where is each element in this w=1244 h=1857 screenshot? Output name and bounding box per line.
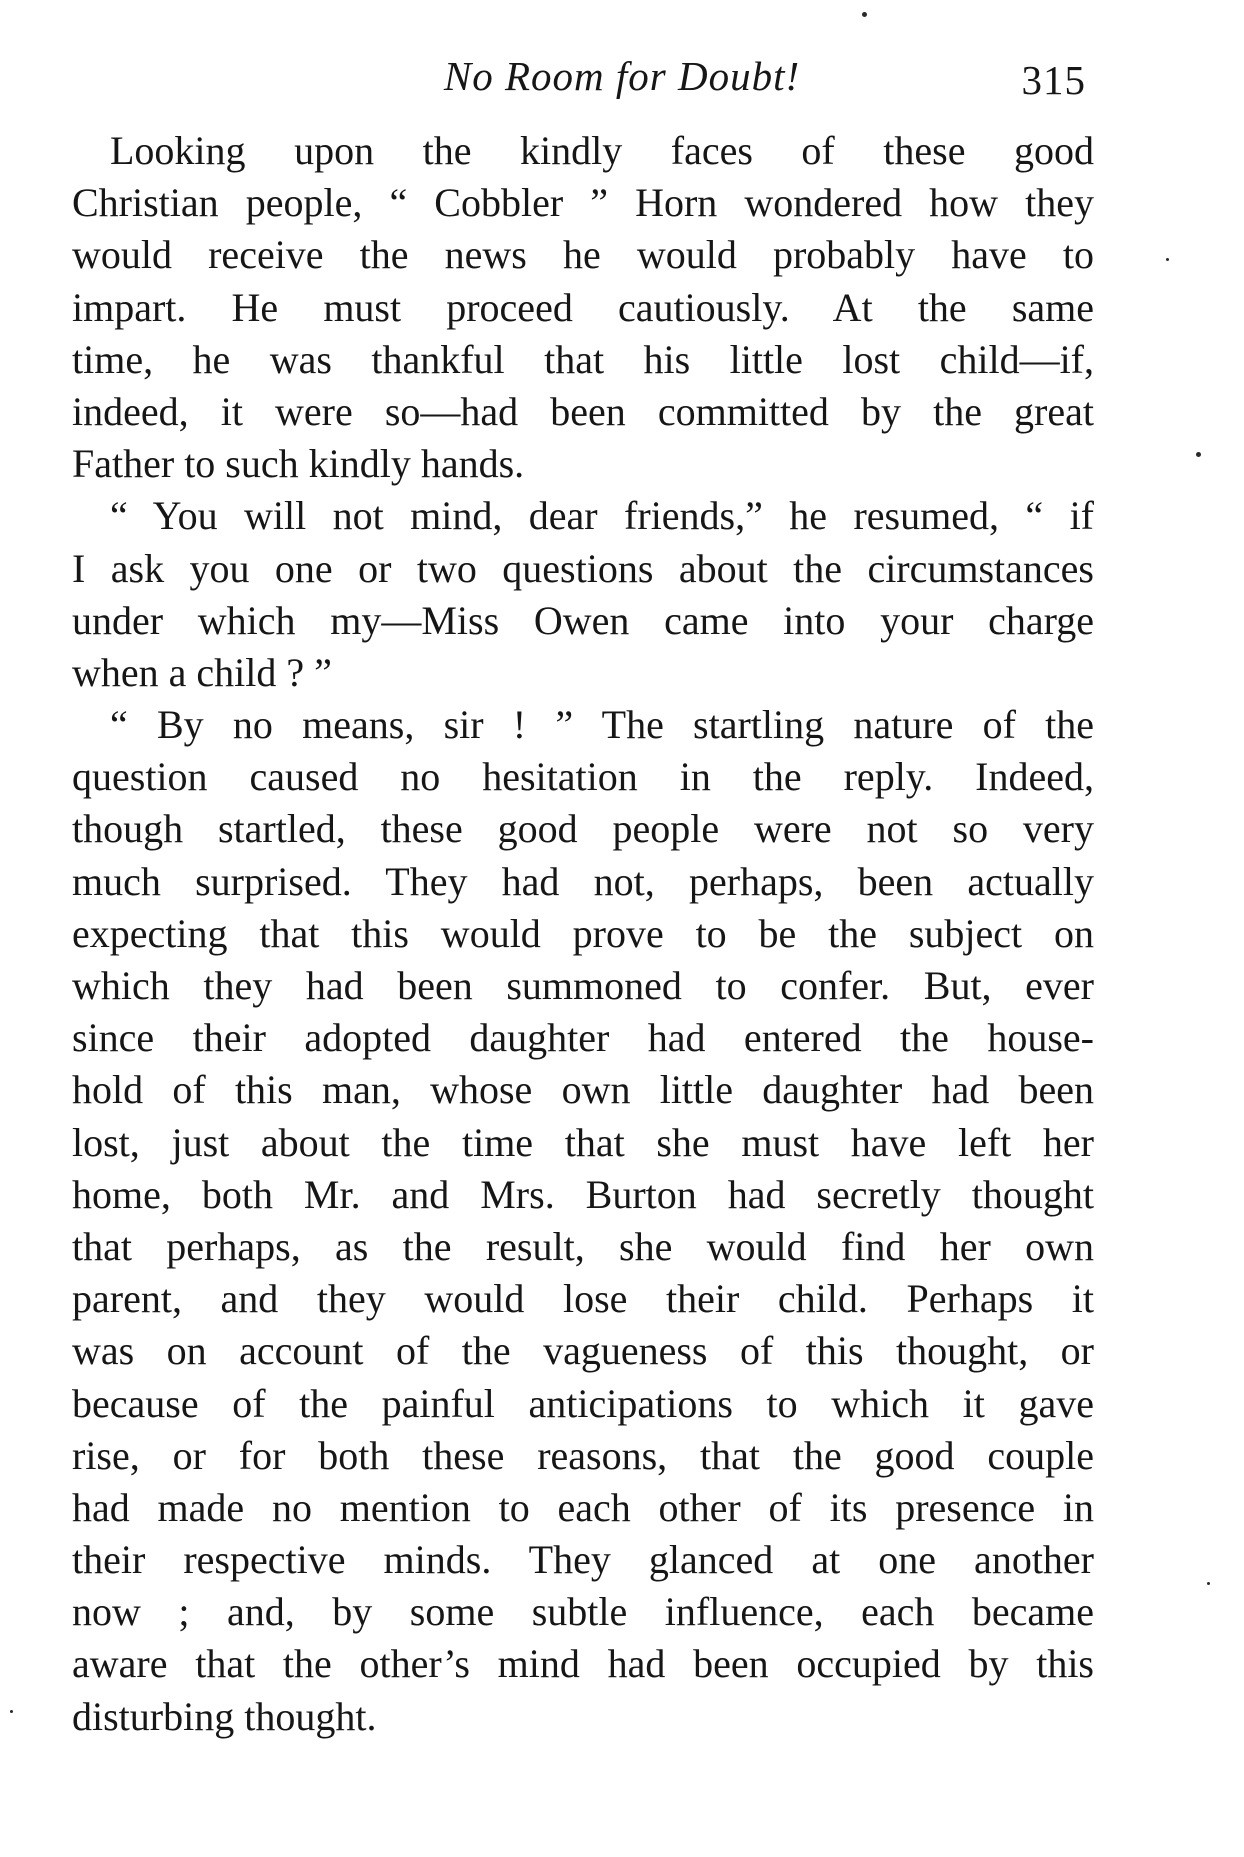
- scan-speck: [862, 12, 867, 17]
- paragraph-3-line: hold of this man, whose own little daughter had been: [72, 1067, 1094, 1113]
- paragraph-2-line: when a child ? ”: [72, 649, 332, 695]
- paragraph-3-line: now ; and, by some subtle influence, each became: [72, 1589, 1094, 1635]
- paragraph-3-line: home, both Mr. and Mrs. Burton had secretly thought: [72, 1171, 1094, 1217]
- paragraph-3-line: lost, just about the time that she must have left her: [72, 1119, 1094, 1165]
- paragraph-3-line: was on account of the vagueness of this thought, or: [72, 1328, 1094, 1374]
- paragraph-1-line: Christian people, “ Cobbler ” Horn wondered how they: [72, 180, 1094, 226]
- paragraph-1-line: indeed, it were so—had been committed by the great: [72, 388, 1094, 434]
- paragraph-3-line: disturbing thought.: [72, 1693, 377, 1739]
- paragraph-3-line: parent, and they would lose their child. Perhaps it: [72, 1276, 1094, 1322]
- scan-speck: [10, 1710, 13, 1713]
- paragraph-1-line: impart. He must proceed cautiously. At the same: [72, 284, 1094, 330]
- paragraph-3-line: had made no mention to each other of its presence in: [72, 1484, 1094, 1530]
- body-text: [72, 125, 1094, 1743]
- paragraph-3-line: that perhaps, as the result, she would find her own: [72, 1223, 1094, 1269]
- paragraph-3-line: question caused no hesitation in the reply. Indeed,: [72, 754, 1094, 800]
- scan-speck: [1166, 258, 1169, 261]
- paragraph-3-line: “ By no means, sir ! ” The startling nature of the: [110, 702, 1094, 748]
- paragraph-2-line: “ You will not mind, dear friends,” he resumed, “ if: [110, 493, 1094, 539]
- paragraph-3-line: since their adopted daughter had entered the house-: [72, 1015, 1094, 1061]
- paragraph-3-line: because of the painful anticipations to which it gave: [72, 1380, 1094, 1426]
- paragraph-3-line: which they had been summoned to confer. But, ever: [72, 963, 1094, 1008]
- paragraph-1-line: time, he was thankful that his little lost child—if,: [72, 336, 1094, 382]
- running-title: No Room for Doubt!: [443, 53, 801, 99]
- paragraph-3-line: their respective minds. They glanced at one another: [72, 1537, 1094, 1583]
- paragraph-3-line: expecting that this would prove to be the subject on: [72, 910, 1094, 956]
- paragraph-3-line: aware that the other’s mind had been occupied by this: [72, 1641, 1094, 1687]
- paragraph-1-line: Father to such kindly hands.: [72, 441, 525, 487]
- paragraph-1-line: Looking upon the kindly faces of these good: [110, 128, 1094, 173]
- paragraph-3-line: much surprised. They had not, perhaps, been actually: [72, 858, 1094, 904]
- paragraph-3-line: though startled, these good people were not so very: [72, 806, 1094, 852]
- running-head: [0, 52, 1244, 112]
- page-number: 315: [1021, 57, 1086, 103]
- paragraph-3-line: rise, or for both these reasons, that the good couple: [72, 1432, 1094, 1478]
- paragraph-1-line: would receive the news he would probably have to: [72, 232, 1094, 278]
- paragraph-2-line: I ask you one or two questions about the circumstances: [72, 545, 1094, 591]
- scan-speck: [1196, 452, 1201, 457]
- scan-speck: [1207, 1582, 1210, 1585]
- paragraph-2-line: under which my—Miss Owen came into your charge: [72, 597, 1094, 643]
